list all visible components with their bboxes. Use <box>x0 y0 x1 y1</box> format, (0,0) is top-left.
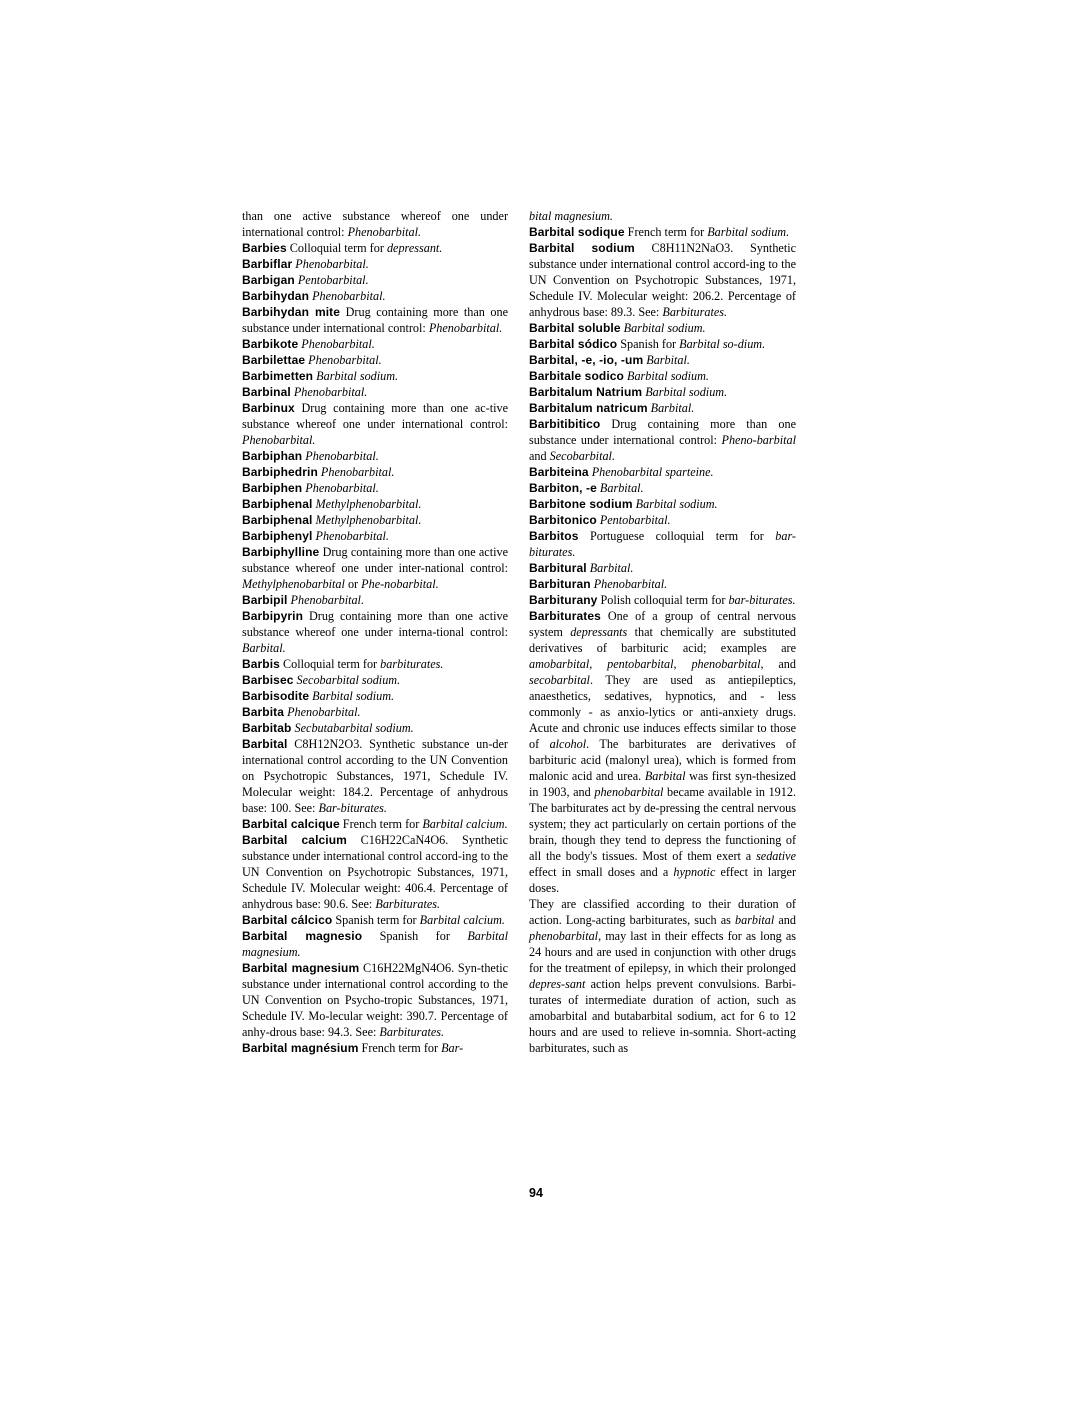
headword: Barbiphen <box>242 481 303 495</box>
dictionary-entry <box>529 592 796 608</box>
cross-reference: Barbiturates. <box>662 305 728 319</box>
cross-reference: Barbital. <box>599 481 644 495</box>
cross-reference: Barbital. <box>646 353 690 367</box>
cross-reference: Pheno-barbital <box>721 433 796 447</box>
cross-reference: Barbital sodium. <box>707 225 790 239</box>
cross-reference: depressants <box>570 625 628 639</box>
headword: Barbipil <box>242 593 288 607</box>
headword: Barbital, -e, -io, -um <box>529 353 644 367</box>
dictionary-entry <box>242 528 508 544</box>
dictionary-entry <box>529 224 796 240</box>
cross-reference: phenobarbital <box>594 785 664 799</box>
cross-reference: Barbital. <box>589 561 634 575</box>
headword: Barbitural <box>529 561 587 575</box>
dictionary-entry <box>242 720 508 736</box>
dictionary-entry <box>529 240 796 320</box>
cross-reference: Phenobarbital. <box>295 257 369 271</box>
dictionary-entry <box>529 496 796 512</box>
cross-reference: barbital <box>735 913 775 927</box>
definition-text: , may last in their effects for as long as 24 hours and are used in conjunction with other drugs for the treatment of epilepsy, in which their prolonged <box>529 929 796 975</box>
dictionary-entry <box>242 448 508 464</box>
dictionary-entry <box>529 528 796 560</box>
dictionary-entry <box>242 672 508 688</box>
cross-reference: Phenobarbital. <box>320 465 395 479</box>
dictionary-entry <box>529 464 796 480</box>
dictionary-entry <box>529 400 796 416</box>
dictionary-entry <box>242 960 508 1040</box>
headword: Barbiphenal <box>242 513 313 527</box>
cross-reference: Barbital sodium. <box>623 321 706 335</box>
cross-reference: Bar-biturates. <box>318 801 387 815</box>
dictionary-entry <box>529 512 796 528</box>
dictionary-entry <box>242 272 508 288</box>
headword: Barbitab <box>242 721 292 735</box>
cross-reference: Phenobarbital. <box>315 529 389 543</box>
headword: Barbiphenal <box>242 497 313 511</box>
cross-reference: Pentobarbital. <box>297 273 369 287</box>
dictionary-entry <box>242 656 508 672</box>
definition-text: Polish colloquial term for <box>597 593 729 607</box>
headword: Barbinal <box>242 385 291 399</box>
cross-reference: Phenobarbital. <box>287 705 361 719</box>
dictionary-entry <box>242 816 508 832</box>
definition-text: Spanish for <box>617 337 680 351</box>
headword: Barbital sodium <box>529 241 635 255</box>
dictionary-entry <box>529 352 796 368</box>
definition-text: Drug containing more than one substance under international control: <box>529 417 796 447</box>
dictionary-entry <box>529 336 796 352</box>
headword: Barbiphenyl <box>242 529 313 543</box>
dictionary-entry <box>242 384 508 400</box>
cross-reference: alcohol <box>549 737 587 751</box>
headword: Barbisodite <box>242 689 310 703</box>
cross-reference: Barbital sodium. <box>627 369 709 383</box>
dictionary-entry <box>242 704 508 720</box>
cross-reference: Phenobarbital. <box>428 321 503 335</box>
cross-reference: Barbiturates. <box>375 897 441 911</box>
dictionary-entry <box>529 480 796 496</box>
definition-text: than one active substance whereof one under international control: <box>242 209 508 239</box>
headword: Barbiflar <box>242 257 293 271</box>
cross-reference: Barbital sodium. <box>635 497 718 511</box>
dictionary-entry <box>242 352 508 368</box>
dictionary-entry <box>242 1040 508 1056</box>
headword: Barbital soluble <box>529 321 621 335</box>
dictionary-entry <box>242 544 508 592</box>
headword: Barbital magnesio <box>242 929 363 943</box>
definition-text: They are classified according to their duration of action. Long-acting barbiturates, such as <box>529 897 796 927</box>
cross-reference: barbiturates. <box>380 657 444 671</box>
headword: Barbital calcium <box>242 833 347 847</box>
right-entries <box>529 208 796 608</box>
cross-reference: Phe-nobarbital. <box>361 577 439 591</box>
dictionary-entry <box>529 208 796 224</box>
headword: Barbiphan <box>242 449 303 463</box>
cross-reference: sedative <box>756 849 796 863</box>
entry-barbiturates <box>529 608 796 896</box>
definition-text: effect in larger doses. <box>529 865 796 895</box>
cross-reference: Barbital. <box>242 641 286 655</box>
headword: Barbital magnesium <box>242 961 360 975</box>
definition-text: French term for <box>358 1041 442 1055</box>
headword: Barbituran <box>529 577 591 591</box>
dictionary-entry <box>242 480 508 496</box>
cross-reference: Phenobarbital. <box>301 337 375 351</box>
definition-text: , <box>673 657 692 671</box>
definition-text: Drug containing more than one substance under international control: <box>242 305 508 335</box>
headword: Barbiturany <box>529 593 598 607</box>
dictionary-entry <box>529 368 796 384</box>
headword: Barbikote <box>242 337 299 351</box>
headword: Barbilettae <box>242 353 306 367</box>
definition-text: Drug containing more than one ac-tive substance whereof one under international control: <box>242 401 508 431</box>
right-column <box>529 208 796 1056</box>
definition-text: and <box>529 449 550 463</box>
dictionary-entry <box>242 736 508 816</box>
cross-reference: Bar- <box>441 1041 464 1055</box>
headword: Barbigan <box>242 273 295 287</box>
dictionary-entry <box>242 368 508 384</box>
headword: Barbital magnésium <box>242 1041 359 1055</box>
definition-text: One of a group of central nervous system <box>529 609 796 639</box>
definition-text: Portuguese colloquial term for <box>578 529 776 543</box>
dictionary-entry <box>242 464 508 480</box>
definition-text: Spanish for <box>362 929 468 943</box>
headword: Barbinux <box>242 401 295 415</box>
definition-text: action helps prevent convulsions. Barbi-turates of intermediate duration of action, such as amobarbital and butabarbital sodium, act for 6 to 12 hours and are used to relieve in-somnia. Short-acting barbiturates, such as <box>529 977 796 1055</box>
dictionary-entry <box>242 512 508 528</box>
cross-reference: phenobarbital <box>529 929 599 943</box>
definition-text: , <box>589 657 608 671</box>
cross-reference: Barbital <box>644 769 686 783</box>
headword: Barbitale sodico <box>529 369 624 383</box>
cross-reference: secobarbital <box>529 673 590 687</box>
left-column <box>242 208 508 1056</box>
cross-reference: Phenobarbital. <box>305 449 379 463</box>
cross-reference: Barbital sodium. <box>312 689 395 703</box>
headword: Barbihydan mite <box>242 305 341 319</box>
headword: Barbital sodique <box>529 225 625 239</box>
headword: Barbihydan <box>242 289 310 303</box>
definition-text: . The barbiturates are derivatives of barbituric acid (malonyl urea), which is formed from malonic acid and urea. <box>529 737 796 783</box>
definition-text: or <box>344 577 362 591</box>
definition-text: effect in small doses and a <box>529 865 674 879</box>
cross-reference: Barbital sodium. <box>316 369 399 383</box>
dictionary-entry <box>529 560 796 576</box>
cross-reference: bar-biturates. <box>529 529 796 559</box>
cross-reference: Secobarbital. <box>549 449 615 463</box>
definition-text: C16H22MgN4O6. Syn-thetic substance under international control according to the UN Convention on Psycho-tropic Substances, 1971, Schedule IV. Mo-lecular weight: 390.7. Percentage of anhy-drous base: 94.3. See: <box>242 961 509 1039</box>
cross-reference: Barbital magnesium. <box>242 929 508 959</box>
definition-text: became available in 1912. The barbiturates act by de-pressing the central nervous system; they act particularly on certain portions of the brain, though they tend to depress the functioning of all the body's tissues. Most of them exert a <box>529 785 797 863</box>
entry-barbiturates-paragraph-2 <box>529 896 796 1056</box>
cross-reference: Phenobarbital. <box>312 289 386 303</box>
cross-reference: Barbital calcium. <box>422 817 508 831</box>
headword: Barbiphedrin <box>242 465 318 479</box>
definition-text: French term for <box>624 225 708 239</box>
headword: Barbisec <box>242 673 294 687</box>
dictionary-entry <box>529 416 796 464</box>
headword: Barbiturates <box>529 609 601 623</box>
headword: Barbitibitico <box>529 417 601 431</box>
cross-reference: Phenobarbital. <box>305 481 379 495</box>
definition-text: French term for <box>339 817 423 831</box>
dictionary-entry <box>529 384 796 400</box>
dictionary-entry <box>242 688 508 704</box>
headword: Barbiton, -e <box>529 481 597 495</box>
headword: Barbitos <box>529 529 579 543</box>
dictionary-entry <box>242 240 508 256</box>
cross-reference: bital magnesium. <box>529 209 613 223</box>
definition-text: . They are used as antiepileptics, anaesthetics, sedatives, hypnotics, and - less commonly - as anxio-lytics or anti-anxiety drugs. Acute and chronic use induces effects similar to those of <box>529 673 796 751</box>
headword: Barbimetten <box>242 369 314 383</box>
definition-text: Colloquial term for <box>286 241 387 255</box>
dictionary-entry <box>242 256 508 272</box>
headword: Barbies <box>242 241 287 255</box>
headword: Barbiteina <box>529 465 589 479</box>
cross-reference: Phenobarbital. <box>293 385 368 399</box>
definition-text: and <box>774 913 796 927</box>
dictionary-entry <box>242 592 508 608</box>
headword: Barbis <box>242 657 280 671</box>
dictionary-entry <box>242 288 508 304</box>
definition-text: Drug containing more than one active substance whereof one under interna-tional control: <box>242 609 508 639</box>
definition-text: was first syn-thesized in 1903, and <box>529 769 796 799</box>
cross-reference: hypnotic <box>673 865 716 879</box>
cross-reference: Barbital sodium. <box>645 385 728 399</box>
definition-text: Colloquial term for <box>279 657 381 671</box>
cross-reference: Phenobarbital. <box>593 577 668 591</box>
headword: Barbitone sodium <box>529 497 633 511</box>
headword: Barbitalum natricum <box>529 401 648 415</box>
cross-reference: Barbital calcium. <box>419 913 505 927</box>
headword: Barbital calcique <box>242 817 340 831</box>
headword: Barbital cálcico <box>242 913 333 927</box>
definition-text: C16H22CaN4O6. Synthetic substance under international control accord-ing to the UN Convention on Psychotropic Substances, 1971, Schedule IV. Molecular weight: 406.4. Percentage of anhydrous base: 90.6. See: <box>242 833 509 911</box>
dictionary-entry <box>529 320 796 336</box>
cross-reference: Phenobarbital. <box>347 225 422 239</box>
headword: Barbita <box>242 705 285 719</box>
definition-text: Spanish term for <box>332 913 420 927</box>
dictionary-entry <box>242 496 508 512</box>
cross-reference: Barbiturates. <box>379 1025 445 1039</box>
definition-text: C8H11N2NaO3. Synthetic substance under international control accord-ing to the UN Convention on Psychotropic Substances, 1971, Schedule IV. Molecular weight: 206.2. Percentage of anhydrous base: 89.3. See: <box>529 241 796 319</box>
cross-reference: Secbutabarbital sodium. <box>294 721 414 735</box>
cross-reference: bar-biturates. <box>728 593 796 607</box>
cross-reference: Phenobarbital sparteine. <box>591 465 714 479</box>
headword: Barbital sódico <box>529 337 618 351</box>
dictionary-entry <box>242 336 508 352</box>
dictionary-entry <box>242 832 508 912</box>
headword: Barbital <box>242 737 288 751</box>
dictionary-entry <box>529 576 796 592</box>
headword: Barbiphylline <box>242 545 320 559</box>
dictionary-entry <box>242 400 508 448</box>
cross-reference: Methylphenobarbital. <box>315 497 422 511</box>
definition-text: , and <box>760 657 796 671</box>
cross-reference: Phenobarbital. <box>242 433 316 447</box>
page-number: 94 <box>529 1186 543 1200</box>
cross-reference: Pentobarbital. <box>599 513 671 527</box>
dictionary-entry <box>242 304 508 336</box>
cross-reference: depressant. <box>386 241 443 255</box>
cross-reference: Barbital so-dium. <box>679 337 766 351</box>
headword: Barbitalum Natrium <box>529 385 643 399</box>
cross-reference: pentobarbital <box>607 657 674 671</box>
cross-reference: depres-sant <box>529 977 586 991</box>
cross-reference: Barbital. <box>650 401 695 415</box>
cross-reference: Secobarbital sodium. <box>296 673 401 687</box>
headword: Barbitonico <box>529 513 597 527</box>
cross-reference: phenobarbital <box>691 657 761 671</box>
cross-reference: Methylphenobarbital <box>242 577 345 591</box>
cross-reference: Methylphenobarbital. <box>315 513 422 527</box>
definition-text: that chemically are substituted derivatives of barbituric acid; examples are <box>529 625 797 655</box>
headword: Barbipyrin <box>242 609 304 623</box>
definition-text: C8H12N2O3. Synthetic substance un-der international control according to the UN Convention on Psychotropic Substances, 1971, Schedule IV. Molecular weight: 184.2. Percentage of anhydrous base: 100. See: <box>242 737 508 815</box>
definition-text: Drug containing more than one active substance whereof one under inter-national control: <box>242 545 508 575</box>
cross-reference: Phenobarbital. <box>290 593 364 607</box>
dictionary-entry <box>242 608 508 656</box>
dictionary-entry <box>242 208 508 240</box>
cross-reference: Phenobarbital. <box>308 353 382 367</box>
dictionary-entry <box>242 912 508 928</box>
dictionary-entry <box>242 928 508 960</box>
cross-reference: amobarbital <box>529 657 590 671</box>
